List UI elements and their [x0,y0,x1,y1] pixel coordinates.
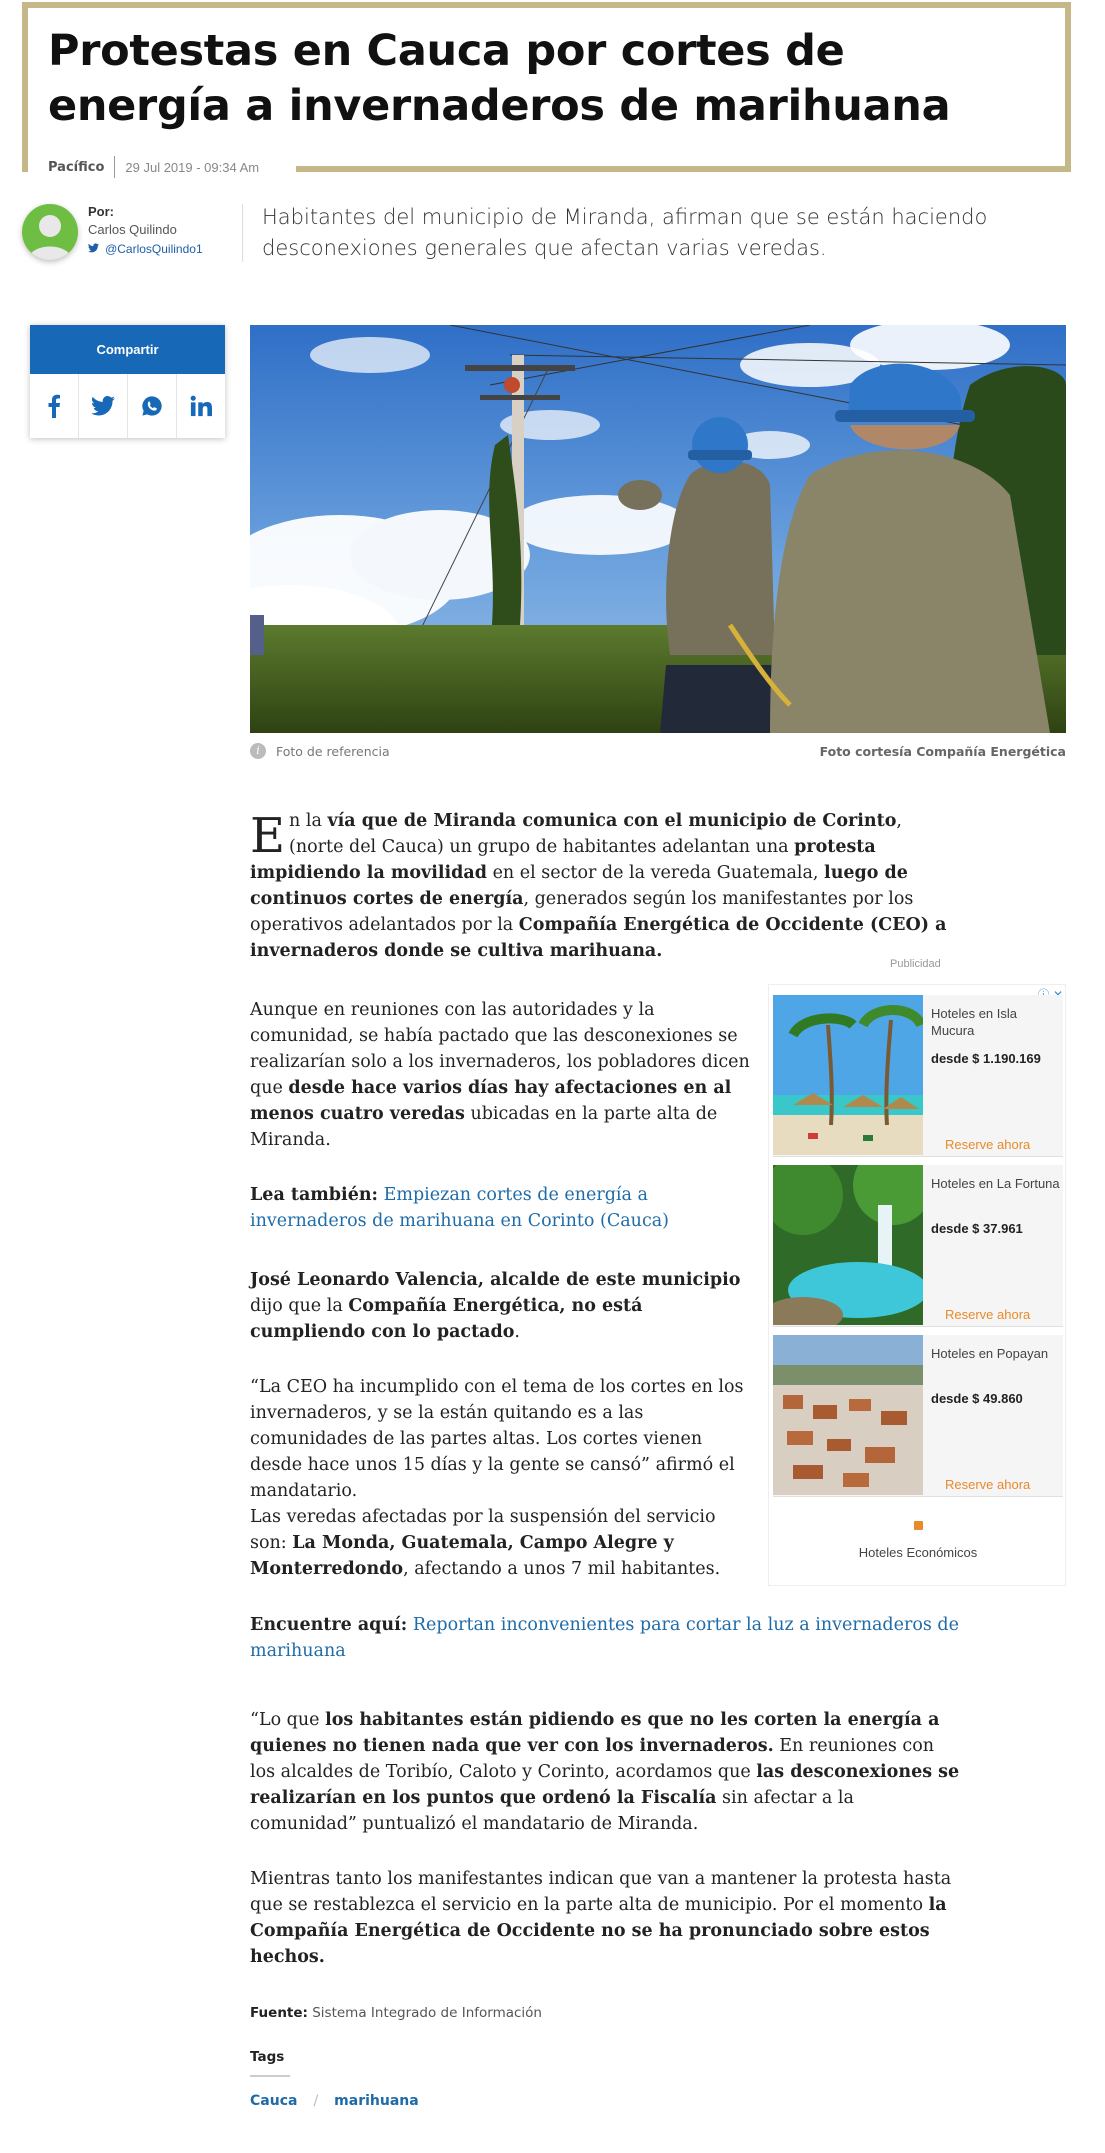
linkedin-icon[interactable] [177,374,225,438]
share-icons [30,374,225,438]
title-frame-underline [296,166,1071,172]
paragraph-4: “Lo que los habitantes están pidiendo es que no les corten la energía a quienes no tienen nada que ver con los invernaderos. En reuniones con los alcaldes de Toribío, Caloto y Corinto, acordamos que las desconexiones se realizarían en los puntos que ordenó la Fiscalía sin afectar a la comunidad” puntualizó el mandatario de Miranda. [250,1710,960,1834]
tag-cauca[interactable]: Cauca [250,2093,298,2109]
photo-caption [250,742,1066,762]
read-also-link[interactable]: Empiezan cortes de energía a invernaderos de marihuana en Corinto (Cauca) [250,1185,670,1231]
article-meta [48,156,259,178]
beach-image [773,995,923,1155]
tag-marihuana[interactable]: marihuana [334,2093,419,2109]
paragraph-5: Mientras tanto los manifestantes indican que van a mantener la protesta hasta que se restablezca el servicio en la parte alta de municipio. Por el momento la Compañía Energética de Occidente no se ha pronunciado sobre estos hechos. [250,1869,952,1967]
article-title: Protestas en Cauca por cortes de energía a invernaderos de marihuana [48,26,951,131]
meta-divider [114,156,115,178]
ad-hotel-1[interactable]: Hoteles en Isla Mucura desde $ 1.190.169 Reserve ahora [773,995,1063,1157]
line-workers-photo [250,325,1066,733]
brand-logo-icon [914,1521,923,1530]
tags-title: Tags [250,2049,285,2065]
paragraph-find-here: Encuentre aquí: Reportan inconvenientes para cortar la luz a invernaderos de marihuana [250,1615,959,1661]
author-label: Por: [88,204,114,219]
section-link[interactable]: Pacífico [48,159,105,175]
waterfall-image [773,1165,923,1325]
paragraph-read-also: Lea también: Empiezan cortes de energía a invernaderos de marihuana en Corinto (Cauca) [250,1185,670,1231]
author-handle: @CarlosQuilindo1 [105,242,203,256]
share-box [30,325,225,438]
ad-hotel-2[interactable]: Hoteles en La Fortuna desde $ 37.961 Reserve ahora [773,1165,1063,1327]
find-here-link[interactable]: Reportan inconvenientes para cortar la luz a invernaderos de marihuana [250,1615,959,1661]
whatsapp-icon[interactable] [128,374,177,438]
city-image [773,1335,923,1495]
user-silhouette-icon [22,204,78,260]
tags-list [250,2093,419,2109]
ad-hotel-3[interactable]: Hoteles en Popayan desde $ 49.860 Reserve ahora [773,1335,1063,1497]
source-text: Sistema Integrado de Información [312,2005,542,2021]
author-block [22,204,232,264]
info-icon: i [250,743,266,759]
author-divider [242,204,243,262]
twitter-bird-icon [88,244,102,256]
paragraph-3: José Leonardo Valencia, alcalde de este municipio dijo que la Compañía Energética, no está cumpliendo con lo pactado. [250,1270,741,1342]
ad-label: Publicidad [890,958,941,970]
paragraph-lead: En la vía que de Miranda comunica con el municipio de Corinto, (norte del Cauca) un grupo de habitantes adelantan una protesta impidiendo la movilidad en el sector de la vereda Guatemala, luego de continuos cortes de energía, generados según los manifestantes por los operativos adelantados por la Compañía Energética de Occidente (CEO) a invernaderos donde se cultiva marihuana. [250,808,947,961]
caption-text: Foto de referencia [276,744,390,759]
tags-underline [250,2075,290,2077]
ad-brand[interactable]: Hoteles Económicos [858,1545,978,1560]
drop-cap: E [250,808,286,864]
share-header: Compartir [30,325,225,374]
article-subtitle: Habitantes del municipio de Miranda, afirman que se están haciendo desconexiones generales que afectan varias veredas. [262,205,988,260]
reserve-button[interactable]: Reserve ahora [945,1307,1031,1322]
source-line: Fuente: Sistema Integrado de Información [250,2005,542,2021]
reserve-button[interactable]: Reserve ahora [945,1137,1031,1152]
twitter-icon[interactable] [79,374,128,438]
reserve-button[interactable]: Reserve ahora [945,1477,1031,1492]
article-photo[interactable] [250,325,1066,733]
facebook-icon[interactable] [30,374,79,438]
hotel-ad [768,984,1066,1586]
publish-date: 29 Jul 2019 - 09:34 Am [125,159,260,175]
photo-credit: Foto cortesía Compañía Energética [819,744,1066,759]
author-twitter-link[interactable] [88,242,203,256]
paragraph-quote: “La CEO ha incumplido con el tema de los cortes en los invernaderos, y se la están quitando es a las comunidades de las partes altas. Los cortes vienen desde hace unos 15 días y la gente se cansó” afirmó el mandatario. Las veredas afectadas por la suspensión del servicio son: La Monda, Guatemala, Campo Alegre y Monterredondo, afectando a unos 7 mil habitantes. [250,1377,744,1579]
tag-separator: / [313,2093,319,2109]
author-name[interactable]: Carlos Quilindo [88,222,177,237]
avatar[interactable] [22,204,78,260]
paragraph-2: Aunque en reuniones con las autoridades y la comunidad, se había pactado que las desconexiones se realizarían solo a los invernaderos, los pobladores dicen que desde hace varios días hay afectaciones en al menos cuatro veredas ubicadas en la parte alta de Miranda. [250,1000,750,1150]
